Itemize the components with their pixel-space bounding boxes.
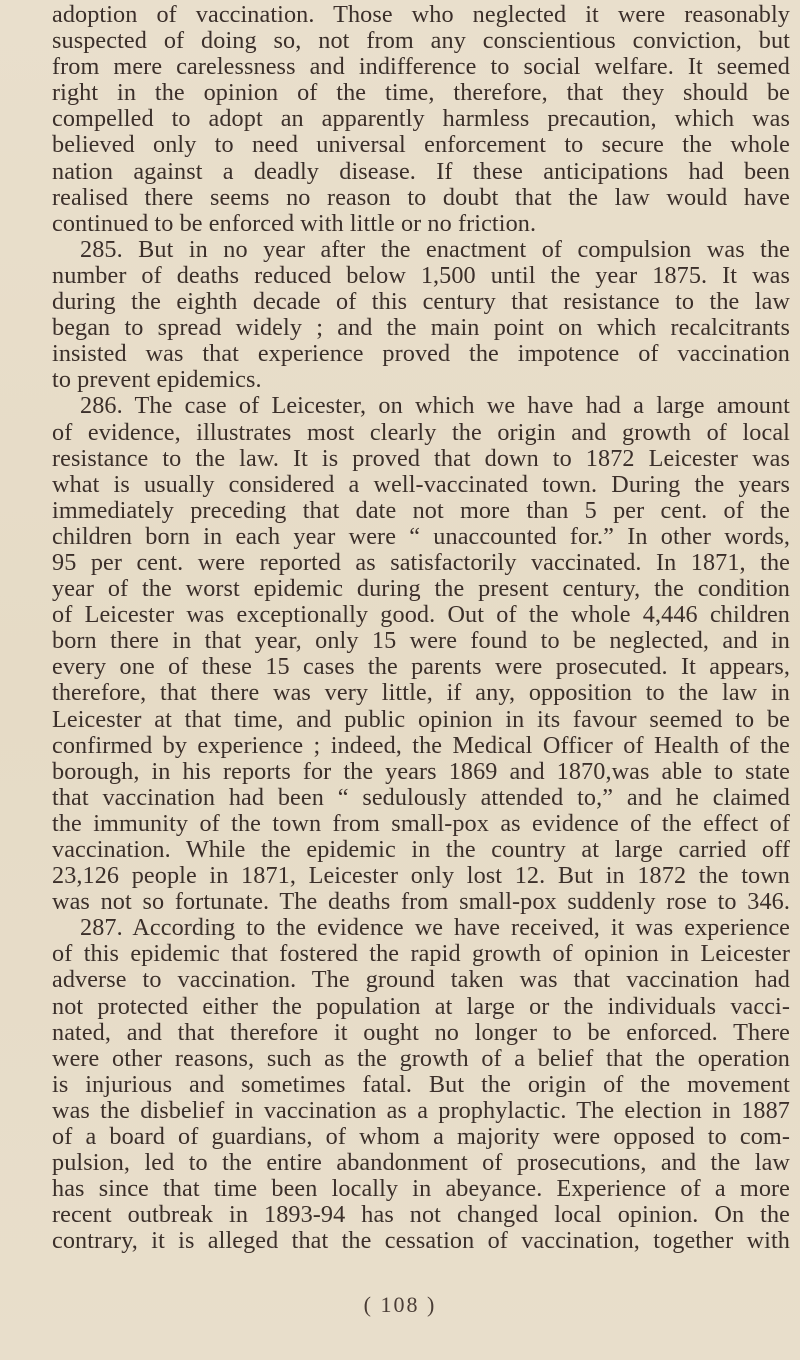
text-line: realised there seems no reason to doubt that the law would have (52, 183, 790, 211)
text-line: therefore, that there was very little, if any, opposition to the law in (52, 679, 790, 707)
text-line: 23,126 people in 1871, Leicester only lost 12. But in 1872 the town (52, 862, 790, 890)
text-line: of this epidemic that fostered the rapid growth of opinion in Leicester (52, 940, 790, 968)
text-line: suspected of doing so, not from any conscientious conviction, but (52, 27, 790, 55)
text-line: is injurious and sometimes fatal. But the origin of the movement (52, 1070, 790, 1098)
text-line: year of the worst epidemic during the present century, the condition (52, 575, 790, 603)
text-line: 287. According to the evidence we have received, it was experience (80, 914, 790, 942)
text-line: confirmed by experience ; indeed, the Medical Officer of Health of the (52, 731, 790, 759)
text-line: from mere carelessness and indifference to social welfare. It seemed (52, 53, 790, 81)
paragraph-286 (52, 393, 790, 915)
text-line: continued to be enforced with little or no friction. (52, 209, 537, 237)
text-line: began to spread widely ; and the main point on which recalcitrants (52, 314, 790, 342)
text-line: was the disbelief in vaccination as a prophylactic. The election in 1887 (52, 1096, 790, 1124)
text-line: recent outbreak in 1893-94 has not changed local opinion. On the (52, 1201, 790, 1229)
text-line: 285. But in no year after the enactment of compulsion was the (80, 235, 790, 263)
text-line: vaccination. While the epidemic in the country at large carried off (52, 836, 790, 863)
text-line: borough, in his reports for the years 1869 and 1870,was able to state (52, 757, 790, 785)
text-line: were other reasons, such as the growth of a belief that the operation (52, 1044, 790, 1072)
text-line: of a board of guardians, of whom a majority were opposed to com- (52, 1123, 790, 1151)
text-line: of evidence, illustrates most clearly the origin and growth of local (52, 418, 790, 446)
text-line: nated, and that therefore it ought no longer to be enforced. There (52, 1018, 790, 1046)
text-line: 286. The case of Leicester, on which we have had a large amount (80, 392, 790, 420)
text-line: adverse to vaccination. The ground taken was that vaccination had (52, 966, 790, 994)
paragraph-continuation (52, 2, 790, 237)
text-line: during the eighth decade of this century that resistance to the law (52, 288, 790, 316)
paragraph-287 (52, 915, 790, 1254)
text-line: resistance to the law. It is proved that down to 1872 Leicester was (52, 444, 790, 472)
text-line: nation against a deadly disease. If these anticipations had been (52, 157, 790, 185)
text-line: what is usually considered a well-vaccinated town. During the years (52, 470, 790, 498)
text-line: compelled to adopt an apparently harmless precaution, which was (52, 105, 790, 133)
page-number: ( 108 ) (363, 1292, 437, 1317)
text-line: immediately preceding that date not more than 5 per cent. of the (52, 496, 790, 524)
text-line: of Leicester was exceptionally good. Out of the whole 4,446 children (52, 601, 790, 629)
text-line: has since that time been locally in abeyance. Experience of a more (52, 1175, 790, 1203)
text-line: to prevent epidemics. (52, 366, 262, 394)
text-line: right in the opinion of the time, therefore, that they should be (52, 79, 790, 107)
text-line: was not so fortunate. The deaths from small-pox suddenly rose to 346. (52, 888, 790, 916)
text-line: contrary, it is alleged that the cessation of vaccination, together with (52, 1227, 790, 1255)
text-line: pulsion, led to the entire abandonment of prosecutions, and the law (52, 1149, 790, 1177)
page-body (52, 2, 790, 1255)
paragraph-285 (52, 237, 790, 394)
text-line: 95 per cent. were reported as satisfactorily vaccinated. In 1871, the (52, 548, 790, 576)
text-line: born there in that year, only 15 were found to be neglected, and in (52, 627, 790, 655)
text-line: insisted was that experience proved the impotence of vaccination (52, 340, 790, 368)
text-line: the immunity of the town from small-pox as evidence of the effect of (52, 809, 790, 837)
text-line: believed only to need universal enforcement to secure the whole (52, 131, 790, 159)
text-line: not protected either the population at large or the individuals vacci- (52, 992, 790, 1020)
text-line: number of deaths reduced below 1,500 until the year 1875. It was (52, 261, 790, 289)
text-line: Leicester at that time, and public opinion in its favour seemed to be (52, 705, 790, 733)
text-line: every one of these 15 cases the parents were prosecuted. It appears, (52, 653, 790, 681)
text-line: that vaccination had been “ sedulously attended to,” and he claimed (52, 783, 790, 811)
text-line: adoption of vaccination. Those who neglected it were reasonably (52, 1, 790, 28)
text-line: children born in each year were “ unaccounted for.” In other words, (52, 522, 790, 550)
